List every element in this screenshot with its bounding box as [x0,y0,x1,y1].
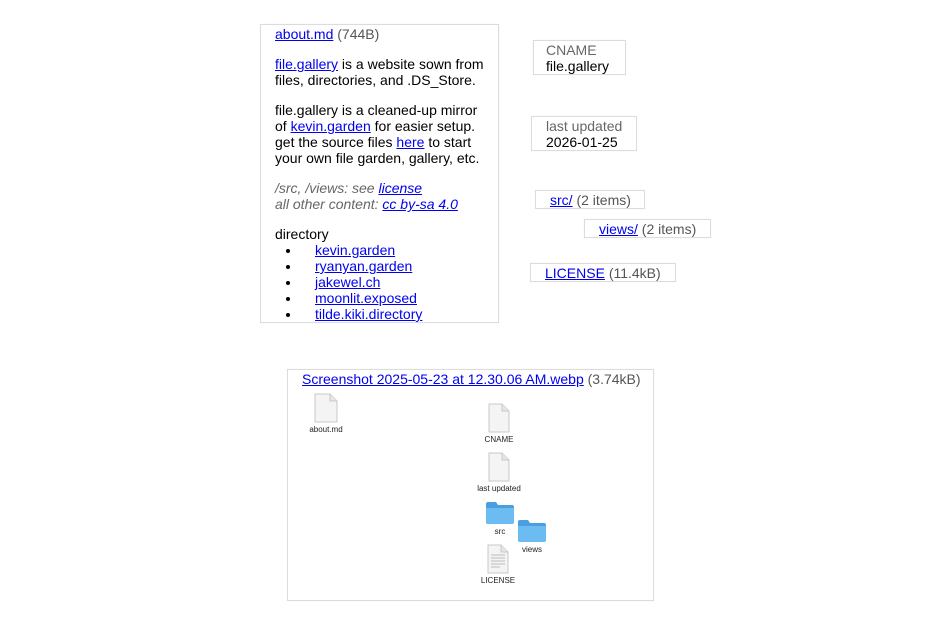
finder-label-cname: CNAME [484,435,514,444]
license-link[interactable]: license [378,180,423,196]
directory-item [301,274,488,290]
screenshot-file-link[interactable]: Screenshot 2025-05-23 at 12.30.06 AM.webp [302,371,584,387]
last-updated-label: last updated [546,118,623,134]
finder-item-license[interactable] [468,544,528,585]
src-folder-card[interactable] [535,190,645,209]
last-updated-card[interactable] [531,116,637,151]
directory-item [301,290,488,306]
views-folder-link[interactable]: views/ [599,221,638,237]
license-note-line1: /src, /views: see [275,180,379,196]
license-file-link[interactable]: LICENSE [545,265,605,281]
about-card[interactable] [260,24,499,323]
folder-icon [517,519,547,543]
text-document-icon [486,544,510,574]
directory-item [301,306,488,322]
mirror-text-a: file.gallery is a cleaned-up mirror of [275,102,478,134]
finder-item-last-updated[interactable] [469,452,529,493]
screenshot-card[interactable] [287,369,654,601]
views-folder-card[interactable] [584,219,711,238]
source-here-link[interactable]: here [396,134,425,150]
directory-link-ryanyan-garden[interactable]: ryanyan.garden [315,258,413,274]
finder-label-last-updated: last updated [477,484,521,493]
finder-item-about[interactable] [296,393,356,434]
license-file-size: (11.4kB) [608,265,661,281]
document-icon [487,403,511,433]
directory-link-tilde-kiki-directory[interactable]: tilde.kiki.directory [315,306,423,322]
license-note [275,180,488,212]
finder-label-views: views [521,545,542,554]
intro-paragraph [275,56,488,88]
mirror-text-b: for easier setup. get the source files [275,118,476,150]
finder-label-license: LICENSE [480,576,516,585]
finder-label-src: src [494,527,506,536]
screenshot-file-size: (3.74kB) [587,371,641,387]
file-gallery-link[interactable]: file.gallery [275,56,339,72]
views-item-count: (2 items) [641,221,697,237]
license-note-line2: all other content: [275,196,383,212]
document-icon [487,452,511,482]
directory-item [301,242,488,258]
mirror-paragraph [275,102,488,166]
about-file-size: (744B) [337,26,380,42]
license-file-card[interactable] [530,263,676,282]
directory-item [301,258,488,274]
cname-card[interactable] [533,40,626,75]
directory-list [275,242,488,322]
document-icon [313,393,339,423]
directory-link-kevin-garden[interactable]: kevin.garden [315,242,396,258]
src-item-count: (2 items) [576,192,631,208]
cc-by-sa-link[interactable]: cc by-sa 4.0 [382,196,458,212]
kevin-garden-link[interactable]: kevin.garden [290,118,371,134]
about-title-line [275,26,488,42]
screenshot-title-line [302,371,641,387]
cname-label: CNAME [546,42,597,58]
about-file-link[interactable]: about.md [275,26,334,42]
finder-item-cname[interactable] [469,403,529,444]
last-updated-value: 2026-01-25 [546,134,618,150]
cname-value: file.gallery [546,58,610,74]
intro-text: is a website sown from files, directories, and .DS_Store. [275,56,484,88]
src-folder-link[interactable]: src/ [550,192,573,208]
directory-label: directory [275,226,329,242]
mirror-text-c: to start your own file garden, gallery, etc. [275,134,480,166]
directory-link-jakewel-ch[interactable]: jakewel.ch [315,274,381,290]
directory-link-moonlit-exposed[interactable]: moonlit.exposed [315,290,417,306]
finder-label-about: about.md [309,425,343,434]
